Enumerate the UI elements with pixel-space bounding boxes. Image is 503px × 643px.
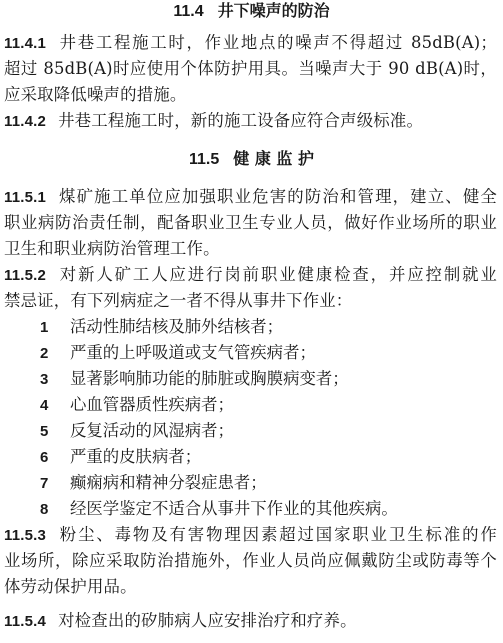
section-title: 健 康 监 护 — [233, 149, 314, 168]
list-item-text: 显著影响肺功能的肺脏或胸膜病变者； — [70, 369, 349, 388]
clause-11-5-1-line-3: 卫生和职业病防治管理工作。 — [4, 239, 220, 258]
clause-text: 井巷工程施工时，作业地点的噪声不得超过 85dB(A)； — [58, 33, 497, 52]
list-item — [40, 420, 234, 443]
list-item — [40, 446, 201, 469]
list-item-number: 4 — [40, 397, 49, 414]
clause-11-4-1-line-2: 超过 85dB(A)时应使用个体防护用具。当噪声大于 90 dB(A)时， — [4, 59, 497, 78]
clause-11-4-2-line-1 — [4, 110, 497, 133]
clause-number: 11.5.3 — [4, 527, 47, 544]
clause-11-4-1-line-3: 应采取降低噪声的措施。 — [4, 85, 187, 104]
list-item-number: 1 — [40, 319, 49, 336]
list-item-number: 5 — [40, 423, 49, 440]
section-number: 11.5 — [189, 151, 220, 168]
clause-text: 粉尘、毒物及有害物理因素超过国家职业卫生标准的作 — [58, 525, 497, 544]
list-item-number: 2 — [40, 345, 49, 362]
list-item-number: 8 — [40, 501, 49, 518]
section-heading-11-4 — [0, 0, 503, 23]
clause-number: 11.5.2 — [4, 267, 47, 284]
section-heading-11-5 — [0, 148, 503, 171]
clause-11-5-4-line-1 — [4, 610, 497, 633]
list-item — [40, 394, 234, 417]
section-number: 11.4 — [173, 3, 204, 20]
clause-text: 对新人矿工人应进行岗前职业健康检查，并应控制就业 — [58, 265, 497, 284]
clause-11-4-1-line-1 — [4, 32, 497, 55]
list-item — [40, 498, 398, 521]
clause-11-5-3-line-2: 业场所，除应采取防治措施外，作业人员尚应佩戴防尘或防毒等个 — [4, 551, 497, 570]
list-item-text: 活动性肺结核及肺外结核者； — [70, 317, 284, 336]
clause-11-5-3-line-3: 体劳动保护用品。 — [4, 577, 137, 596]
clause-11-5-1-line-2: 职业病防治责任制，配备职业卫生专业人员，做好作业场所的职业 — [4, 213, 497, 232]
list-item-number: 6 — [40, 449, 49, 466]
list-item-text: 经医学鉴定不适合从事井下作业的其他疾病。 — [70, 499, 398, 518]
list-item-text: 癫痫病和精神分裂症患者； — [70, 473, 267, 492]
clause-number: 11.4.1 — [4, 35, 47, 52]
list-item-number: 7 — [40, 475, 49, 492]
list-item-text: 严重的上呼吸道或支气管疾病者； — [70, 343, 316, 362]
clause-11-5-2-line-2: 禁忌证，有下列病症之一者不得从事井下作业： — [4, 291, 353, 310]
clause-text: 井巷工程施工时，新的施工设备应符合声级标准。 — [58, 111, 424, 130]
list-item — [40, 342, 316, 365]
clause-number: 11.5.4 — [4, 613, 47, 630]
clause-11-5-3-line-1 — [4, 524, 497, 547]
section-title: 井下噪声的防治 — [217, 1, 330, 20]
list-item — [40, 316, 283, 339]
list-item-text: 心血管器质性疾病者； — [70, 395, 234, 414]
clause-number: 11.4.2 — [4, 113, 47, 130]
clause-text: 煤矿施工单位应加强职业危害的防治和管理，建立、健全 — [58, 187, 497, 206]
clause-text: 对检查出的矽肺病人应安排治疗和疗养。 — [58, 611, 357, 630]
list-item — [40, 368, 349, 391]
clause-number: 11.5.1 — [4, 189, 47, 206]
clause-11-5-2-line-1 — [4, 264, 497, 287]
list-item-text: 严重的皮肤病者； — [70, 447, 202, 466]
list-item-number: 3 — [40, 371, 49, 388]
clause-11-5-1-line-1 — [4, 186, 497, 209]
list-item — [40, 472, 267, 495]
list-item-text: 反复活动的风湿病者； — [70, 421, 234, 440]
